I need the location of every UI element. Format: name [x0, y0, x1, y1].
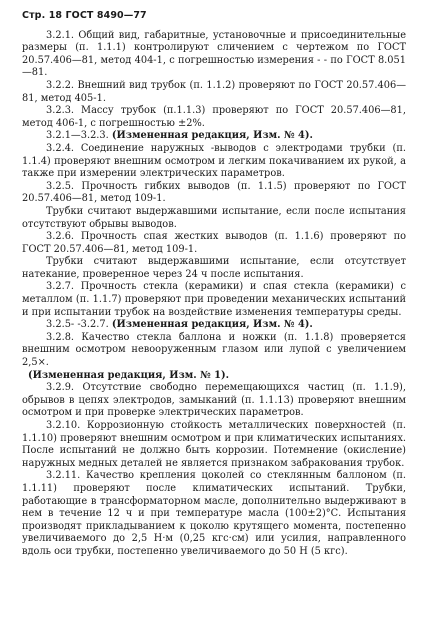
paragraph-3-2-5-result: Трубки считают выдержавшими испытание, если после испытания отсутствуют обрывы выводов. [22, 205, 406, 230]
amendment-range: 3.2.5- -3.2.7. [46, 319, 112, 331]
document-page [22, 10, 406, 614]
paragraph-3-2-6-result: Трубки считают выдержавшими испытание, если отсутствует натекание, проверенное через 24 ч после испытания. [22, 256, 406, 280]
paragraph-3-2-7: 3.2.7. Прочность стекла (керамики) и спая стекла (керамики) с металлом (п. 1.1.7) проверяют при проведении механических испытаний и при испытании трубок на воздействие изменения температуры среды. [22, 281, 406, 318]
amendment-text: (Измененная редакция, Изм. № 4). [111, 130, 313, 142]
paragraph-3-2-10: 3.2.10. Коррозионную стойкость металлических поверхностей (п. 1.1.10) проверяют внешним осмотром и при климатических испытаниях. После испытаний не должно быть коррозии. Потемнение (окисление) наружных медных деталей не является признаком забракования трубок. [22, 420, 406, 469]
paragraph-3-2-6: 3.2.6. Прочность спая жестких выводов (п. 1.1.6) проверяют по ГОСТ 20.57.406—81, метод 109-1. [22, 231, 406, 255]
amendment-note-3-2-5-7 [22, 319, 406, 332]
paragraph-3-2-9: 3.2.9. Отсутствие свободно перемещающихся частиц (п. 1.1.9), обрывов в цепях электродов, замыканий (п. 1.1.13) проверяют внешним осмотром и при проверке электрических параметров. [22, 382, 406, 419]
page-header: Стр. 18 ГОСТ 8490—77 [22, 10, 147, 21]
paragraph-3-2-2: 3.2.2. Внешний вид трубок (п. 1.1.2) проверяют по ГОСТ 20.57.406—81, метод 405-1. [22, 79, 406, 104]
paragraph-3-2-1: 3.2.1. Общий вид, габаритные, установочные и присоединительные размеры (п. 1.1.1) контролируют сличением с чертежом по ГОСТ 20.57.406—81, метод 404-1, с погрешностью измерения - - по ГОСТ 8.051—81. [22, 29, 406, 79]
paragraph-3-2-3: 3.2.3. Массу трубок (п.1.1.3) проверяют по ГОСТ 20.57.406—81, метод 406-1, с погрешностью ±2%. [22, 105, 406, 129]
paragraph-3-2-8: 3.2.8. Качество стекла баллона и ножки (п. 1.1.8) проверяется внешним осмотром невооруженным глазом или лупой с увеличением 2,5×. [22, 331, 406, 369]
amendment-note-3-2-1-3 [22, 130, 406, 143]
paragraph-3-2-11: 3.2.11. Качество крепления цоколей со стеклянным баллоном (п. 1.1.11) проверяют после климатических испытаний. Трубки, работающие в трансформаторном масле, дополнительно выдерживают в нем в течение 12 ч и при температуре масла (100±2)°С. Испытания производят прикладыванием к цоколю крутящего момента, постепенно увеличиваемого до 2,5 Н·м (0,25 кгс·см) или усилия, направленного вдоль оси трубки, постепенно увеличиваемого до 50 Н (5 кгс). [22, 470, 406, 557]
paragraph-3-2-4: 3.2.4. Соединение наружных -выводов с электродами трубки (п. 1.1.4) проверяют внешним осмотром и легким покачиванием их рукой, а также при измерении электрических параметров. [22, 142, 406, 180]
amendment-text: (Измененная редакция, Изм. № 4). [111, 319, 313, 331]
paragraph-3-2-5: 3.2.5. Прочность гибких выводов (п. 1.1.5) проверяют по ГОСТ 20.57.406—81, метод 109-1. [22, 180, 406, 205]
amendment-note-3-2-8: (Измененная редакция, Изм. № 1). [28, 369, 229, 381]
amendment-range: 3.2.1—3.2.3. [46, 130, 112, 142]
